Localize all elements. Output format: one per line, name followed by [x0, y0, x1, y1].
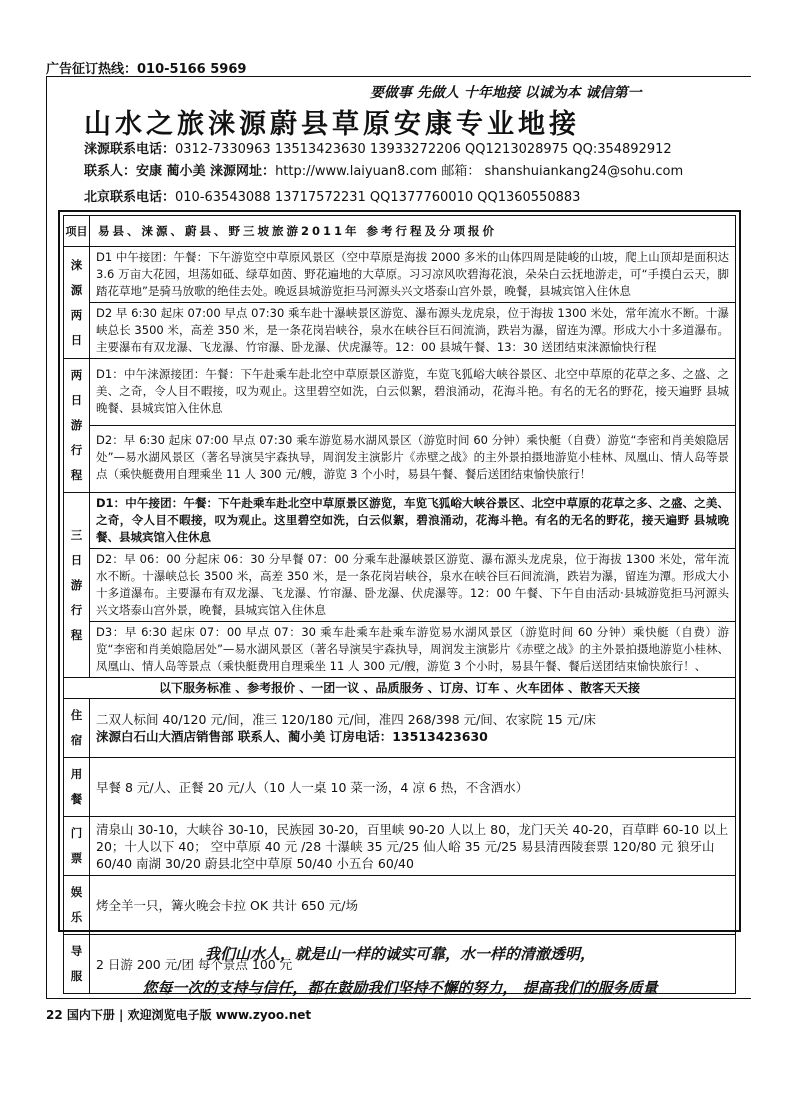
- slogan: 要做事 先做人 十年地接 以诚为本 诚信第一: [370, 85, 642, 101]
- page-footer: 22 国内下册 | 欢迎浏览电子版 www.zyoo.net: [46, 1008, 312, 1022]
- label-char: 导: [70, 944, 83, 958]
- contact-person-website: [84, 160, 683, 179]
- info-content: [90, 699, 736, 758]
- label-char: 行: [70, 443, 83, 457]
- header-label: 项目: [64, 216, 90, 247]
- itinerary-day: D2 早 6:30 起床 07:00 早点 07:30 乘车赴十瀑峡景区游览、瀑布源头龙虎泉，位于海拔 1300 米处，常年流水不断。十瀑峡总长 3500 米，高差 350 米，是一条花岗岩峡谷，泉水在峡谷巨石间流淌，跌岩为瀑，留连为潭。形成大小十多道瀑布。主要瀑布有双龙瀑、飞龙瀑、竹帘瀑、卧龙瀑、伏虎瀑等。12：00 县城午餐、13：30 送团结束涞源愉快行程: [96, 306, 729, 354]
- label-char: 三: [70, 527, 83, 542]
- info-line: 早餐 8 元/人、正餐 20 元/人（10 人一桌 10 菜一汤，4 凉 6 热，不含酒水）: [96, 779, 529, 795]
- label-char: 两: [70, 368, 83, 382]
- label-char: 程: [70, 627, 83, 642]
- label-char: 服: [70, 969, 83, 983]
- section-label: [64, 247, 90, 359]
- services-list: 以下服务标准 、参考报价 、一团一议 、品质服务 、订房、订车 、火车团体 、散客天天接: [64, 678, 736, 699]
- table-title-row: [64, 216, 736, 247]
- info-row-entertainment: [64, 876, 736, 935]
- section-content: [90, 247, 736, 359]
- left-rule: [46, 76, 47, 998]
- bottom-rule: [46, 998, 751, 999]
- label-char: 用: [70, 767, 83, 781]
- label-char: 源: [70, 282, 83, 297]
- info-content: [90, 758, 736, 817]
- contact-beijing-phone: [84, 186, 580, 205]
- label-char: 程: [70, 468, 83, 482]
- section-label: [64, 493, 90, 678]
- label-char: 餐: [70, 792, 83, 806]
- itinerary-day: D2：早 6:30 起床 07:00 早点 07:30 乘车游览易水湖风景区（游览时间 60 分钟）乘快艇（自费）游览“李密和肖美娘隐居处”—易水湖风景区（著名导演吴宇森执导，周润发主演影片《赤壁之战》的主外景拍摄地游览小桂林、凤凰山、情人岛等景点（乘快艇费用自理乘坐 11 人 300 元/艘，游览 3 个小时，易县午餐、餐后送团结束愉快旅行！: [96, 433, 729, 481]
- section-content: [90, 359, 736, 493]
- info-line: 2 日游 200 元/团 每个景点 100 元: [96, 956, 293, 972]
- info-row-meals: [64, 758, 736, 817]
- label-char: 行: [70, 602, 83, 617]
- info-label: [64, 758, 90, 817]
- itinerary-day: D3：早 6:30 起床 07：00 早点 07：30 乘车赴乘车赴乘车游览易水湖风景区（游览时间 60 分钟）乘快艇（自费）游览“李密和肖美娘隐居处”—易水湖风景区（著名导演吴宇森执导，周润发主演影片《赤壁之战》的主外景拍摄地游览小桂林、凤凰山、情人岛等景点（乘快艇费用自理乘坐 11 人 300 元/艘，游览 3 个小时，易县午餐、餐后送团结束愉快旅行！、: [96, 625, 729, 673]
- itinerary-day: D1：中午接团：午餐：下午赴乘车赴北空中草原景区游览，车览飞狐峪大峡谷景区、北空中草原的花草之多、之盛、之美、之奇，令人目不暇接，叹为观止。这里碧空如洗，白云似絮，碧浪涌动，花海斗艳。有名的无名的野花，接天遍野 县城晚餐、县城宾馆入住休息: [90, 493, 735, 549]
- itinerary-row: [64, 247, 736, 359]
- contact-label: 北京联系电话：: [84, 190, 176, 205]
- table-title: 易县、涞源、蔚县、野三坡旅游2011年 参考行程及分项报价: [90, 216, 736, 247]
- label-char: 日: [70, 332, 83, 347]
- contact-label: 联系人：安康 蔺小美 涞源网址：: [84, 164, 276, 179]
- contact-value: 0312-7330963 13513423630 13933272206 QQ1213028975 QQ:354892912: [175, 142, 672, 157]
- label-char: 宿: [70, 733, 83, 747]
- info-line: 烤全羊一只，篝火晚会卡拉 OK 共计 650 元/场: [96, 897, 359, 913]
- company-title: 山水之旅涞源蔚县草原安康专业地接: [84, 109, 580, 140]
- info-line: 二双人标间 40/120 元/间，准三 120/180 元/间，准四 268/398 元/间、农家院 15 元/床: [96, 712, 596, 727]
- info-row-lodging: [64, 699, 736, 758]
- info-row-tickets: [64, 817, 736, 876]
- contact-label: 涞源联系电话：: [84, 142, 176, 157]
- info-line: 涞源白石山大酒店销售部 联系人、蔺小美 订房电话：13513423630: [96, 729, 488, 744]
- section-content: [90, 493, 736, 678]
- contact-laiyuan-phone: [84, 138, 672, 157]
- contact-value: 010-63543088 13717572231 QQ1377760010 QQ1360550883: [175, 190, 581, 205]
- info-label: [64, 876, 90, 935]
- label-char: 涞: [70, 257, 83, 272]
- info-content: [90, 876, 736, 935]
- itinerary-day: D1：中午涞源接团：午餐：下午赴乘车赴北空中草原景区游览，车览飞狐峪大峡谷景区、北空中草原的花草之多、之盛、之美、之奇，令人目不暇接，叹为观止。这里碧空如洗，白云似絮，碧浪涌动，花海斗艳。有名的无名的野花，接天遍野 县城晚餐、县城宾馆入住休息: [90, 360, 735, 426]
- label-char: 游: [70, 577, 83, 592]
- itinerary-day: D1 中午接团：午餐：下午游览空中草原风景区（空中草原是海拔 2000 多米的山体四周是陡峻的山坡，爬上山顶却是面积达 3.6 万亩大花园，坦荡如砥、绿草如茵、野花遍地的大草原。习习凉风吹碧海花浪，朵朵白云抚地游走，可“手摸白云天，脚踏花草地”是骑马放歌的绝佳去处。晚返县城游览拒马河源头兴文塔泰山宫外景，晚餐，县城宾馆入住休息: [90, 247, 735, 303]
- contact-value: http://www.laiyuan8.com 邮箱： shanshuiankang24@sohu.com: [275, 164, 684, 179]
- label-char: 两: [70, 307, 83, 322]
- itinerary-table: [63, 215, 736, 994]
- motto-line: 您每一次的支持与信任，都在鼓励我们坚持不懈的努力， 提高我们的服务质量: [142, 979, 658, 997]
- top-rule: [46, 76, 751, 77]
- label-char: 游: [70, 418, 83, 432]
- label-char: 娱: [70, 885, 83, 899]
- label-char: 票: [70, 851, 83, 865]
- ad-hotline: 广告征订热线：010-5166 5969: [46, 62, 247, 77]
- section-label: [64, 359, 90, 493]
- label-char: 日: [70, 552, 83, 567]
- label-char: 乐: [70, 910, 83, 924]
- itinerary-row: [64, 493, 736, 678]
- itinerary-row: [64, 359, 736, 493]
- label-char: 住: [70, 708, 83, 722]
- label-char: 日: [70, 393, 83, 407]
- info-content: [90, 817, 736, 876]
- itinerary-day: D2：早 06：00 分起床 06：30 分早餐 07：00 分乘车赴瀑峡景区游览、瀑布源头龙虎泉，位于海拔 1300 米处，常年流水不断。十瀑峡总长 3500 米，高差 350 米，是一条花岗岩峡谷，泉水在峡谷巨石间流淌，跌岩为瀑，留连为潭。形成大小十多道瀑布。主要瀑布有双龙瀑、飞龙瀑、竹帘瀑、卧龙瀑、伏虎瀑等。12：00 午餐、下午自由活动·县城游览拒马河源头兴文塔泰山宫外景，晚餐，县城宾馆入住休息: [90, 549, 735, 622]
- label-char: 门: [70, 826, 83, 840]
- motto-line: 我们山水人，就是山一样的诚实可靠，水一样的清澈透明，: [204, 945, 595, 963]
- info-line: 清泉山 30-10，大峡谷 30-10，民族园 30-20，百里峡 90-20 人以上 80，龙门天关 40-20，百草畔 60-10 以上 20；十人以下 40； 空中草原 40 元 /28 十瀑峡 35 元/25 仙人峪 35 元/25 易县清西陵套票 120/80 元 狼牙山 60/40 南湖 30/20 蔚县北空中草原 50/40 小五台 60/40: [96, 821, 729, 871]
- info-label: [64, 817, 90, 876]
- services-row: [64, 678, 736, 699]
- info-label: [64, 699, 90, 758]
